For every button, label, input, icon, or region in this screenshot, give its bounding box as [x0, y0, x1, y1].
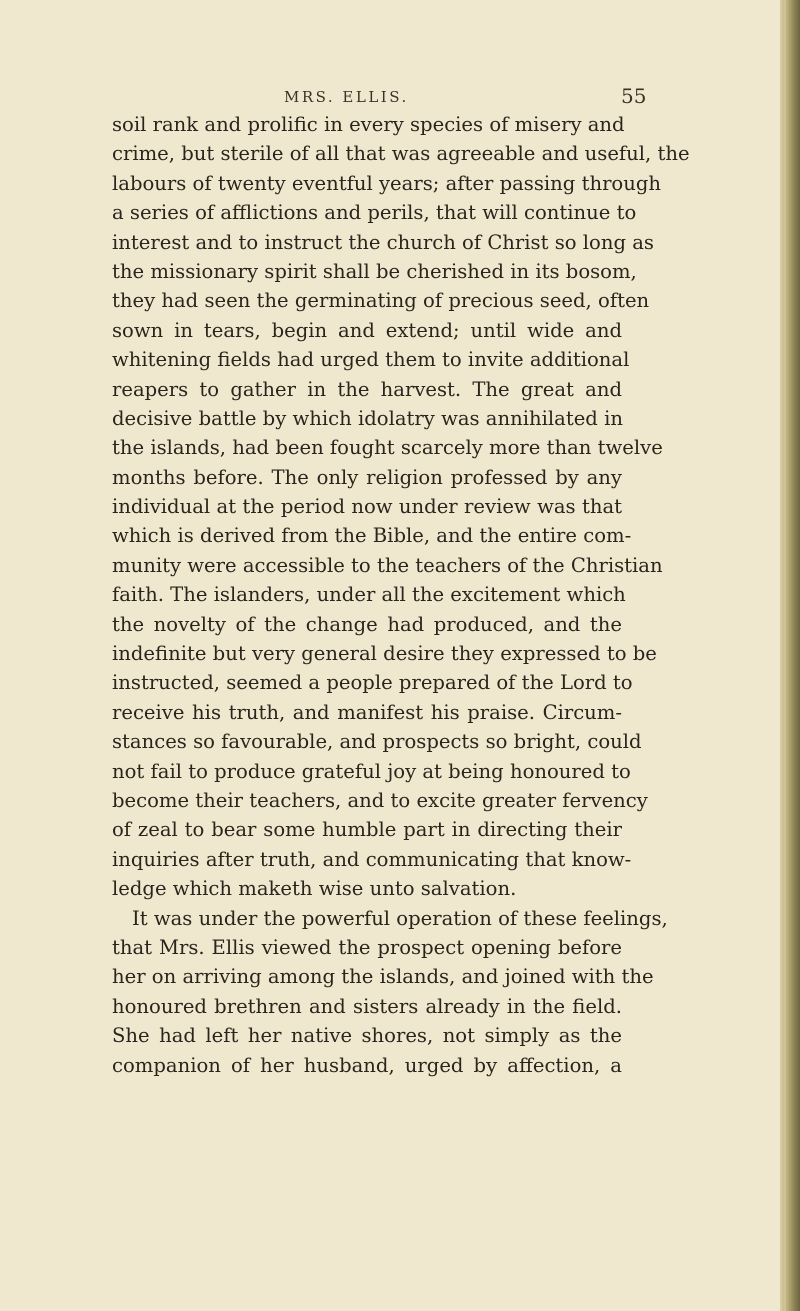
text-line: the islands, had been fought scarcely more than twelve	[112, 436, 663, 460]
text-line: her on arriving among the islands, and joined with the	[112, 965, 654, 989]
body-text	[112, 110, 690, 1080]
paragraph-end-line: ledge which maketh wise unto salvation.	[112, 877, 517, 901]
text-line: reapers to gather in the harvest. The great and	[112, 377, 622, 401]
text-line: honoured brethren and sisters already in the field.	[112, 994, 622, 1018]
text-line: soil rank and prolific in every species of misery and	[112, 113, 625, 136]
text-line: interest and to instruct the church of Christ so long as	[112, 230, 654, 254]
running-title: MRS. ELLIS.	[284, 88, 409, 106]
text-line: faith. The islanders, under all the excitement which	[112, 583, 626, 607]
text-line: decisive battle by which idolatry was annihilated in	[112, 406, 623, 430]
text-line: which is derived from the Bible, and the entire com-	[112, 524, 632, 548]
text-line: indefinite but very general desire they expressed to be	[112, 642, 657, 666]
book-page-edge	[780, 0, 800, 1311]
text-line: the missionary spirit shall be cherished in its bosom,	[112, 259, 637, 283]
text-line: labours of twenty eventful years; after passing through	[112, 171, 662, 195]
text-line: the novelty of the change had produced, and the	[112, 612, 622, 636]
text-line: whitening fields had urged them to invite additional	[112, 348, 630, 372]
text-line: months before. The only religion professed by any	[112, 465, 622, 489]
page-number: 55	[621, 84, 647, 108]
text-line: not fail to produce grateful joy at being honoured to	[112, 759, 631, 783]
text-line: a series of afflictions and perils, that will continue to	[112, 201, 637, 225]
text-line: stances so favourable, and prospects so bright, could	[112, 730, 642, 754]
text-line: instructed, seemed a people prepared of the Lord to	[112, 671, 633, 695]
text-line: inquiries after truth, and communicating that know-	[112, 847, 632, 871]
page-edge-highlight	[784, 0, 786, 1311]
paragraph-start-line: It was under the powerful operation of these feelings,	[132, 906, 668, 930]
text-line: become their teachers, and to excite greater fervency	[112, 788, 648, 812]
text-line: munity were accessible to the teachers of the Christian	[112, 553, 663, 577]
text-line: crime, but sterile of all that was agreeable and useful, the	[112, 142, 690, 166]
text-line: individual at the period now under review was that	[112, 495, 622, 519]
text-line: that Mrs. Ellis viewed the prospect opening before	[112, 935, 622, 959]
running-head	[0, 84, 780, 112]
text-line: receive his truth, and manifest his praise. Circum-	[112, 700, 622, 724]
text-line: She had left her native shores, not simply as the	[112, 1024, 622, 1048]
text-line: sown in tears, begin and extend; until wide and	[112, 318, 622, 342]
text-line: they had seen the germinating of precious seed, often	[112, 289, 650, 313]
text-line: companion of her husband, urged by affection, a	[112, 1053, 622, 1077]
text-line: of zeal to bear some humble part in directing their	[112, 818, 622, 842]
